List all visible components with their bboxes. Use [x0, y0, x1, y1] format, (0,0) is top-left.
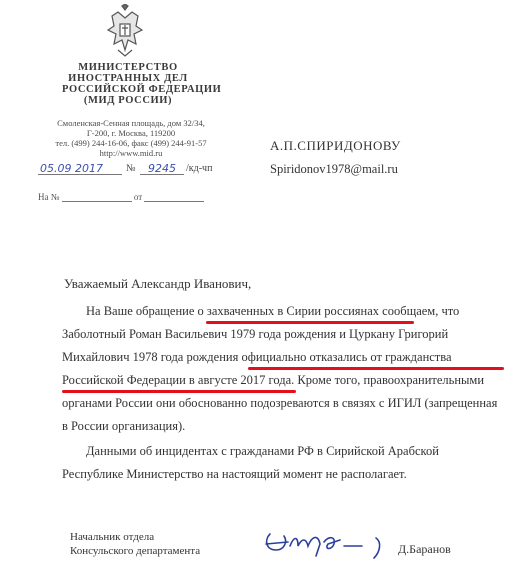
greeting: Уважаемый Александр Иванович, [64, 276, 252, 291]
recipient-name: А.П.СПИРИДОНОВУ [270, 138, 401, 153]
registration-line [38, 162, 248, 176]
ministry-name [62, 62, 222, 106]
paragraph-line: Михайлович 1978 года рождения официально отказались от гражданства [62, 350, 452, 364]
paragraph-line: Республике Министерство на настоящий момент не располагает. [62, 467, 407, 481]
ministry-line: РОССИЙСКОЙ ФЕДЕРАЦИИ [62, 84, 222, 95]
reply-prefix: На № [38, 192, 60, 202]
ministry-line: МИНИСТЕРСТВО [78, 62, 178, 73]
coat-of-arms-icon [100, 4, 150, 58]
signer-name: Д.Баранов [398, 542, 451, 556]
date-underline [38, 174, 122, 175]
ministry-line: (МИД РОССИИ) [83, 95, 173, 106]
registration-suffix: /кд-чп [186, 163, 213, 174]
paragraph-line: Данными об инцидентах с гражданами РФ в Сирийской Арабской [86, 444, 439, 458]
contact-line: Г-200, г. Москва, 119200 [86, 128, 176, 138]
paragraph-line: органами России они обоснованно подозреваются в связях с ИГИЛ (запрещенная [62, 396, 498, 410]
signer-title-line: Начальник отдела [70, 531, 155, 543]
recipient-email: Spiridonov1978@mail.ru [270, 162, 398, 176]
contact-line: Смоленская-Сенная площадь, дом 32/34, [57, 118, 205, 128]
ministry-line: ИНОСТРАННЫХ ДЕЛ [68, 73, 188, 84]
number-underline [140, 174, 184, 175]
contact-line: тел. (499) 244-16-06, факс (499) 244-91-57 [55, 138, 207, 148]
ministry-contacts [52, 118, 210, 158]
reply-reference-line [38, 192, 204, 202]
paragraph-line: Российской Федерации в августе 2017 года. Кроме того, правоохранительными [62, 373, 485, 387]
signer-title-line: Консульского департамента [70, 545, 201, 557]
contact-line: http://www.mid.ru [99, 148, 163, 158]
reply-from: от [133, 192, 143, 202]
red-underline [206, 321, 414, 324]
registration-number: 9245 [148, 162, 176, 175]
reply-number-blank [62, 201, 132, 202]
reply-date-blank [144, 201, 204, 202]
signer-title [70, 530, 200, 558]
registration-date: 05.09 2017 [40, 162, 103, 175]
number-sign: № [126, 163, 136, 174]
paragraph-line: в России организация). [62, 419, 186, 433]
paragraph-line: Заболотный Роман Васильевич 1979 года рождения и Цуркану Григорий [62, 327, 449, 341]
handwritten-signature [258, 516, 398, 566]
paragraph-line: На Ваше обращение о захваченных в Сирии россиянах сообщаем, что [86, 304, 460, 318]
red-underline [62, 390, 296, 393]
red-underline [248, 367, 504, 370]
